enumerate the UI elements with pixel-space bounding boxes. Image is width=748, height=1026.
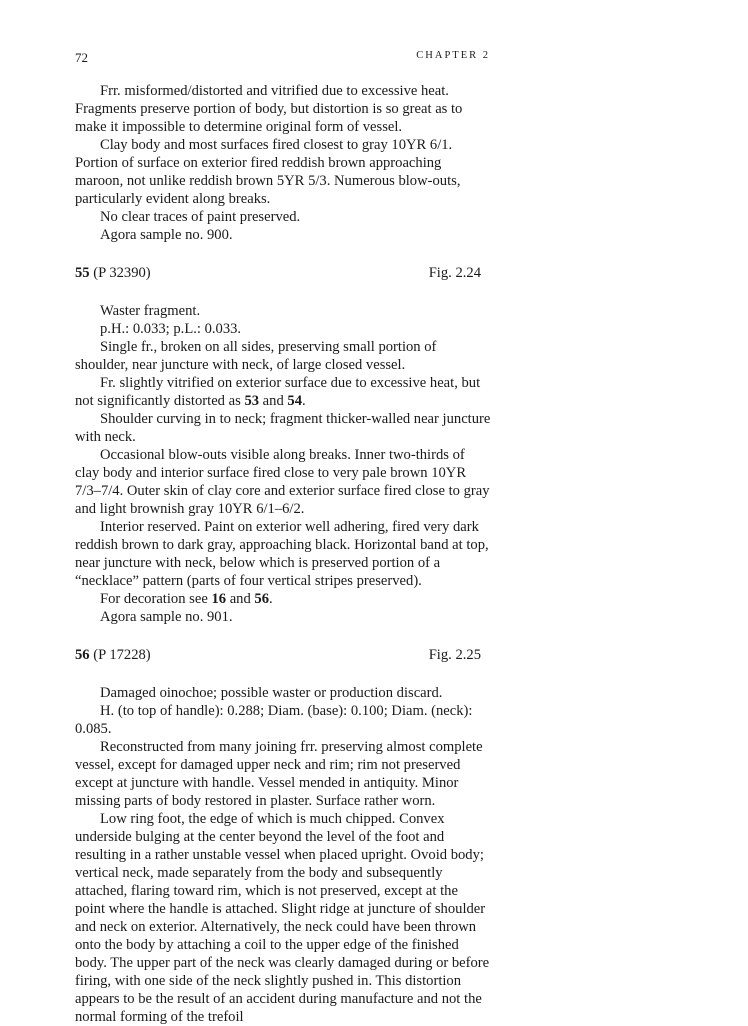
paragraph: Clay body and most surfaces fired closest to gray 10YR 6/1. Portion of surface on exterior fired reddish brown approaching maroon, not unlike reddish brown 5YR 5/3. Numerous blow-outs, particularly evident along breaks. — [75, 137, 461, 207]
figure-reference: Fig. 2.24 — [428, 265, 481, 281]
running-head: CHAPTER 2 — [416, 50, 490, 61]
paragraph: Interior reserved. Paint on exterior well adhering, fired very dark reddish brown to dark gray, approaching black. Horizontal band at top, near juncture with neck, below which is preserved portion of a “necklace” pattern (parts of four vertical stripes preserved). — [75, 519, 489, 589]
cross-reference: 16 — [211, 591, 227, 607]
body-text — [75, 82, 491, 1026]
paragraph: Damaged oinochoe; possible waster or production discard. — [100, 685, 443, 701]
paragraph: Reconstructed from many joining frr. preserving almost complete vessel, except for damaged upper neck and rim; rim not preserved except at juncture with handle. Vessel mended in antiquity. Minor missing parts of body restored in plaster. Surface rather worn. — [75, 739, 483, 809]
page-number: 72 — [75, 50, 88, 65]
cross-reference: 56 — [254, 591, 270, 607]
entry-heading-55 — [75, 264, 491, 282]
paragraph: Agora sample no. 900. — [100, 227, 233, 243]
paragraph: Shoulder curving in to neck; fragment thicker-walled near juncture with neck. — [75, 411, 491, 445]
paragraph: Waster fragment. — [100, 303, 201, 319]
paragraph: No clear traces of paint preserved. — [100, 209, 301, 225]
paragraph: For decoration see 16 and 56. — [100, 591, 273, 607]
cross-reference: 53 — [244, 393, 260, 409]
paragraph: Fr. slightly vitrified on exterior surface due to excessive heat, but not significantly distorted as 53 and 54. — [75, 375, 481, 409]
paragraph: Agora sample no. 901. — [100, 609, 233, 625]
paragraph: Single fr., broken on all sides, preserving small portion of shoulder, near juncture with neck, of large closed vessel. — [75, 339, 437, 373]
paragraph: Occasional blow-outs visible along breaks. Inner two-thirds of clay body and interior surface fired close to very pale brown 10YR 7/3–7/4. Outer skin of clay core and exterior surface fired close to gray and light brownish gray 10YR 6/1–6/2. — [75, 447, 490, 517]
paragraph: Low ring foot, the edge of which is much chipped. Convex underside bulging at the center beyond the level of the foot and resulting in a rather unstable vessel when placed upright. Ovoid body; vertical neck, made separately from the body and subsequently attached, flaring toward rim, which is not preserved, except at the point where the handle is attached. Slight ridge at juncture of shoulder and neck on exterior. Alternatively, the neck could have been thrown onto the body by attaching a coil to the upper edge of the finished body. The upper part of the neck was clearly damaged during or before firing, with one side of the neck slightly pushed in. This distortion appears to be the result of an accident during manufacture and not the normal forming of the trefoil — [75, 811, 490, 1025]
catalog-number: 55 (P 32390) — [75, 265, 151, 281]
cross-reference: 54 — [287, 393, 302, 409]
paragraph: H. (to top of handle): 0.288; Diam. (base): 0.100; Diam. (neck): 0.085. — [75, 703, 473, 737]
paragraph: p.H.: 0.033; p.L.: 0.033. — [100, 321, 242, 337]
catalog-number: 56 (P 17228) — [75, 647, 151, 663]
entry-heading-56 — [75, 646, 491, 664]
paragraph: Frr. misformed/distorted and vitrified due to excessive heat. Fragments preserve portion of body, but distortion is so great as to make it impossible to determine original form of vessel. — [75, 83, 463, 135]
figure-reference: Fig. 2.25 — [428, 647, 481, 663]
